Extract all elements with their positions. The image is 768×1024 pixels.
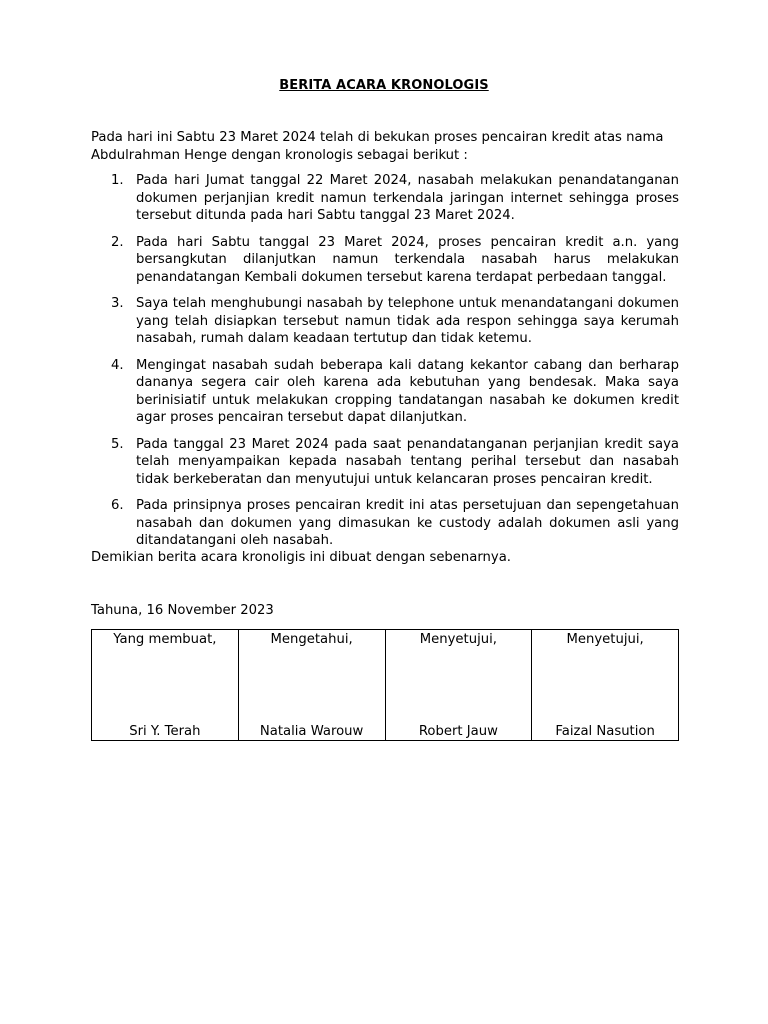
list-item-number: 1. xyxy=(111,173,124,188)
list-item xyxy=(91,172,679,225)
signature-cell-maker xyxy=(92,630,239,741)
signature-cell-acknowledger xyxy=(238,630,385,741)
chronology-list xyxy=(91,172,679,559)
signature-name: Sri Y. Terah xyxy=(129,724,201,739)
list-item xyxy=(91,357,679,427)
list-item-text: Mengingat nasabah sudah beberapa kali datang kekantor cabang dan berharap dananya segera cair oleh karena ada kebutuhan yang bendesak. Maka saya berinisiatif untuk melakukan cropping tandatangan nasabah ke dokumen kredit agar proses pencairan tersebut dapat dilanjutkan. xyxy=(136,357,679,425)
signature-role: Menyetujui, xyxy=(419,632,497,647)
list-item-text: Pada hari Jumat tanggal 22 Maret 2024, nasabah melakukan penandatanganan dokumen perjanjian kredit namun terkendala jaringan internet sehingga proses tersebut ditunda pada hari Sabtu tanggal 23 Maret 2024. xyxy=(136,173,679,223)
list-item-text: Saya telah menghubungi nasabah by telephone untuk menandatangani dokumen yang telah disiapkan tersebut namun tidak ada respon sehingga saya kerumah nasabah, rumah dalam keadaan tertutup dan tidak ketemu. xyxy=(136,296,679,346)
list-item xyxy=(91,234,679,287)
list-item-text: Pada prinsipnya proses pencairan kredit ini atas persetujuan dan sepengetahuan nasabah dan dokumen yang dimasukan ke custody adalah dokumen asli yang ditandatangani oleh nasabah. xyxy=(136,498,679,548)
list-item-number: 6. xyxy=(111,498,124,513)
signature-name: Natalia Warouw xyxy=(259,724,364,739)
signature-role: Yang membuat, xyxy=(113,632,217,647)
closing-paragraph: Demikian berita acara kronoligis ini dibuat dengan sebenarnya. xyxy=(91,550,511,565)
signature-cell-approver-1 xyxy=(385,630,532,741)
list-item-number: 5. xyxy=(111,436,124,452)
list-item-number: 3. xyxy=(111,296,124,311)
signature-name: Faizal Nasution xyxy=(555,724,655,739)
signature-role: Mengetahui, xyxy=(270,632,353,647)
signature-role: Menyetujui, xyxy=(566,632,644,647)
list-item-text: Pada hari Sabtu tanggal 23 Maret 2024, proses pencairan kredit a.n. yang bersangkutan dilanjutkan namun terkendala nasabah harus melakukan penandatangan Kembali dokumen tersebut karena terdapat perbedaan tanggal. xyxy=(136,234,679,285)
place-date: Tahuna, 16 November 2023 xyxy=(91,603,274,618)
list-item-number: 2. xyxy=(111,234,124,250)
list-item-text: Pada tanggal 23 Maret 2024 pada saat penandatanganan perjanjian kredit saya telah menyampaikan kepada nasabah tentang perihal tersebut dan nasabah tidak berkeberatan dan menyutujui untuk kelancaran proses pencairan kredit. xyxy=(136,436,679,487)
list-item xyxy=(91,295,679,348)
signature-name: Robert Jauw xyxy=(418,724,498,739)
list-item xyxy=(91,497,679,550)
list-item-number: 4. xyxy=(111,357,124,373)
intro-paragraph: Pada hari ini Sabtu 23 Maret 2024 telah di bekukan proses pencairan kredit atas nama Abdulrahman Henge dengan kronologis sebagai berikut : xyxy=(91,130,664,163)
document-title: BERITA ACARA KRONOLOGIS xyxy=(279,78,489,93)
list-item xyxy=(91,436,679,489)
signature-table xyxy=(91,629,679,741)
signature-cell-approver-2 xyxy=(532,630,679,741)
